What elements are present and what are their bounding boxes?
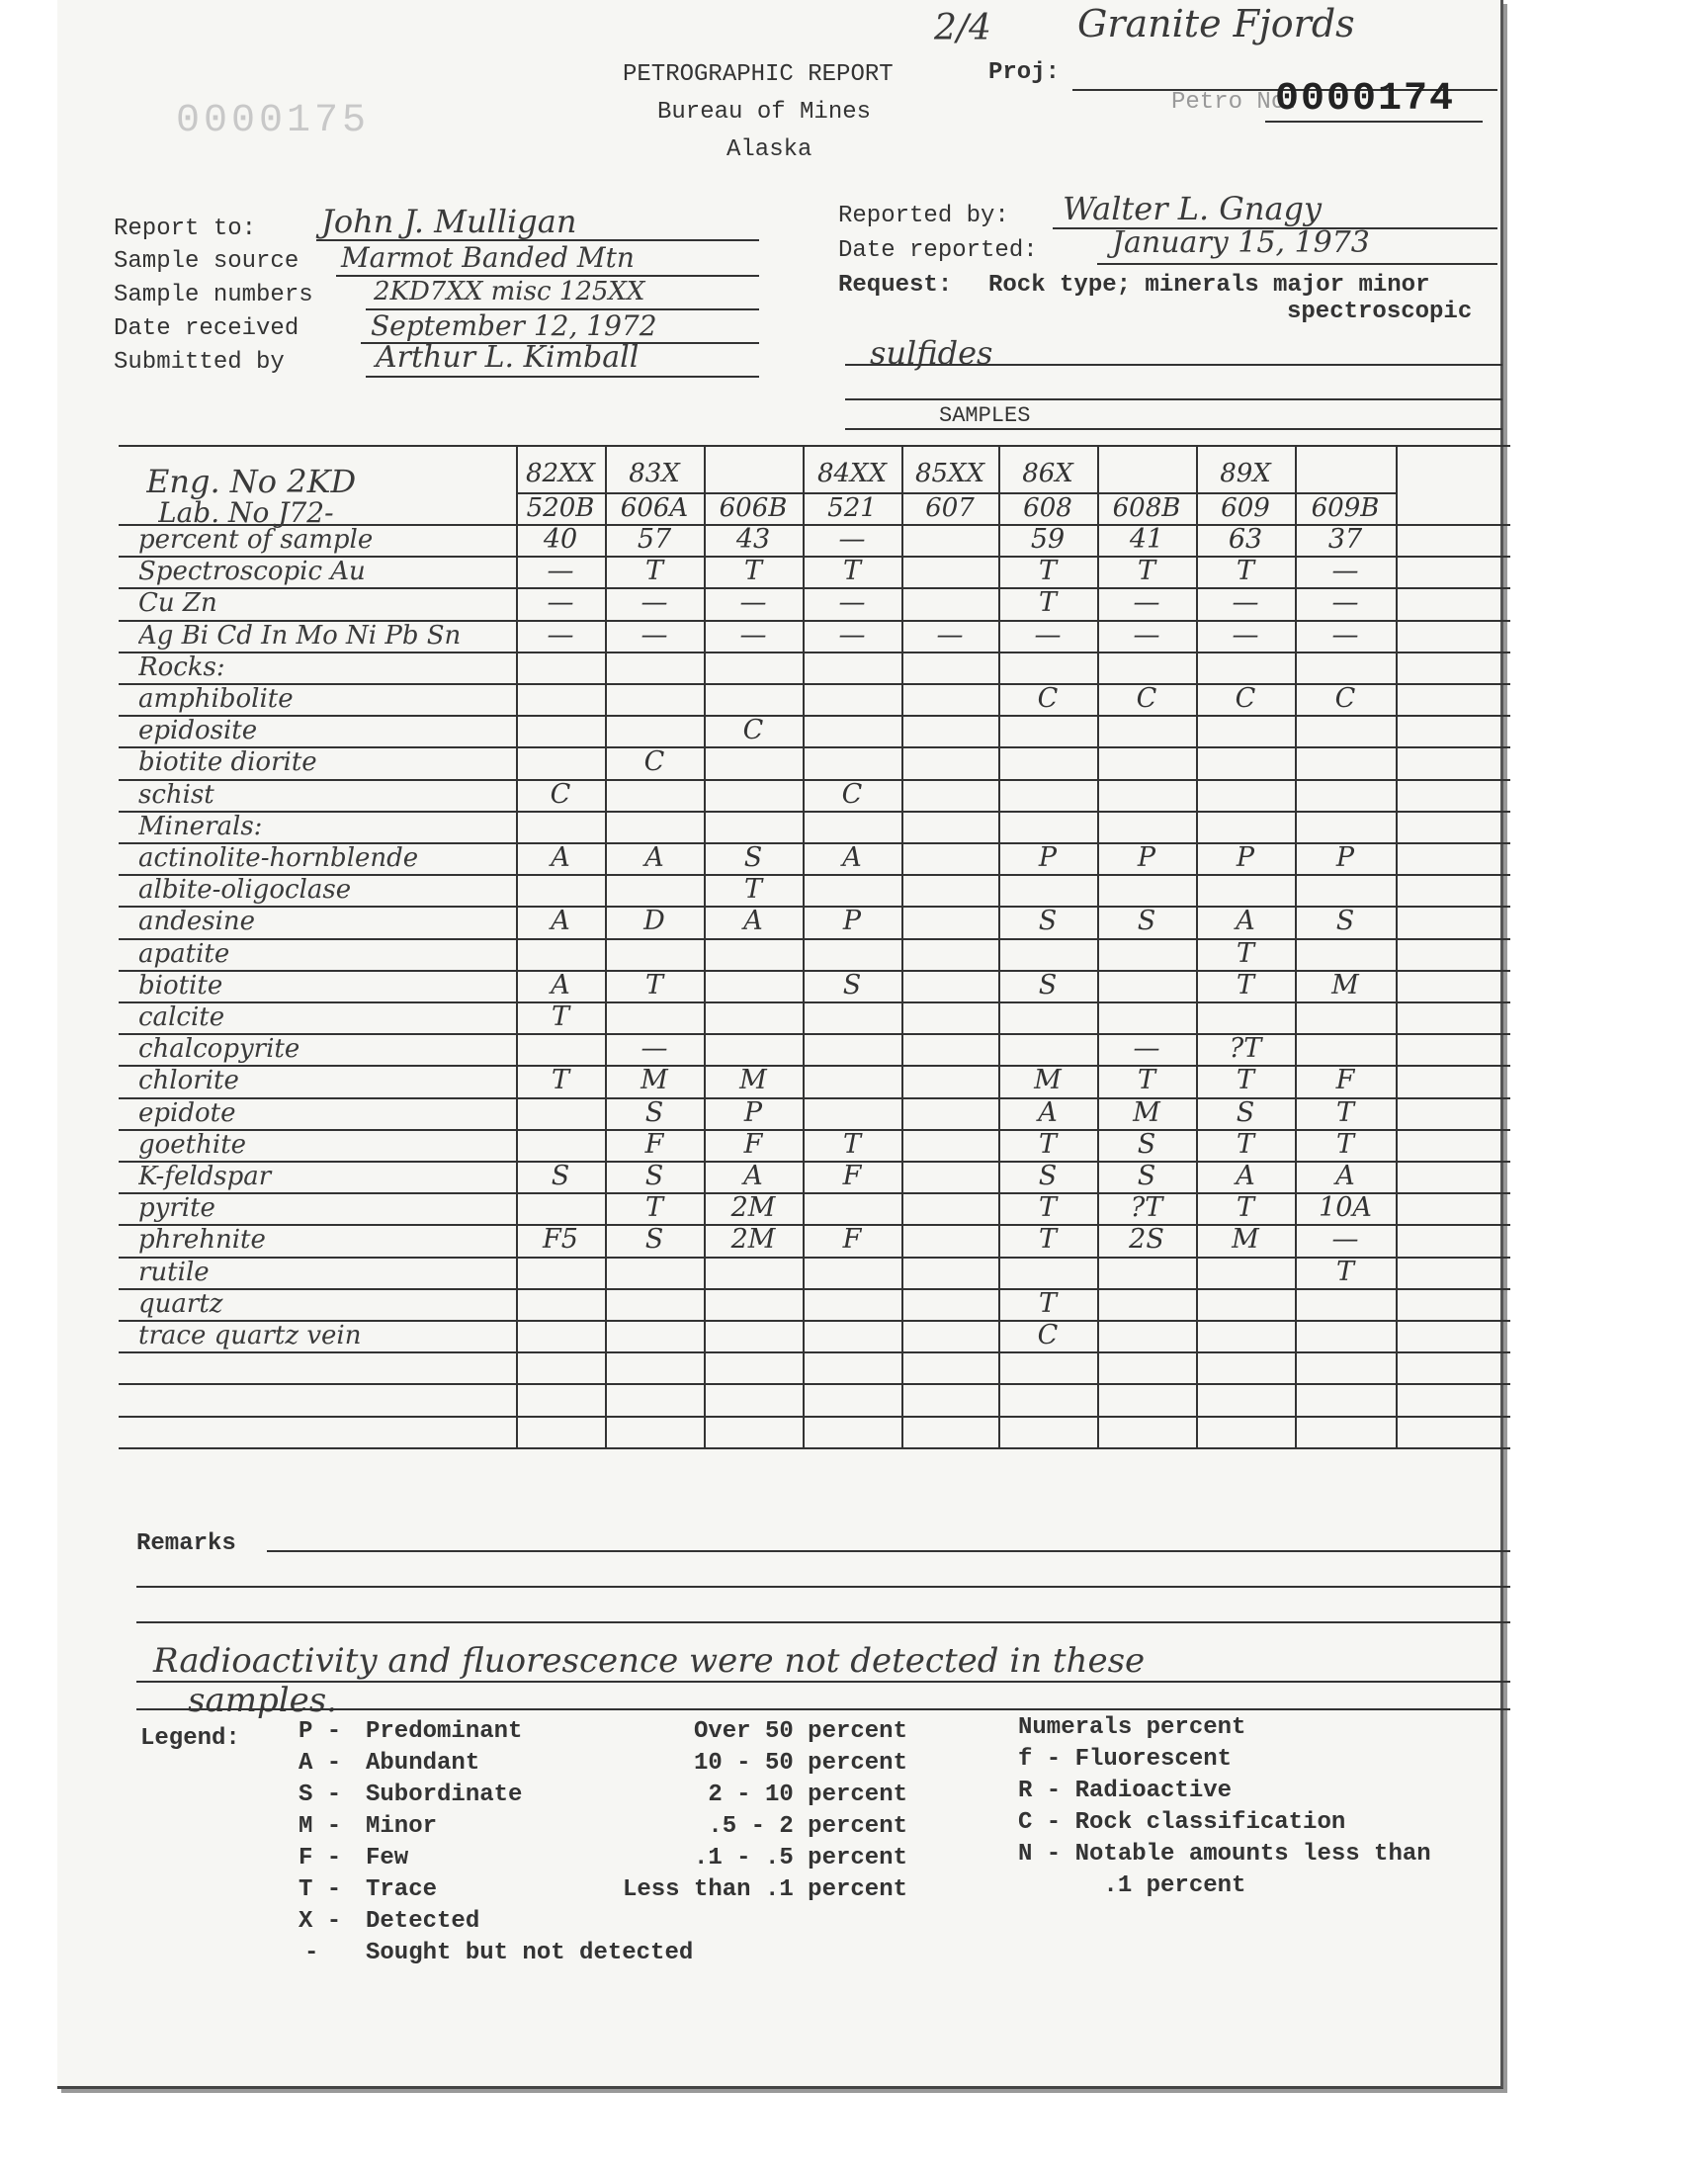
state: Alaska	[726, 136, 812, 163]
table-cell: —	[739, 619, 767, 651]
table-cell: A	[743, 1161, 763, 1191]
table-cell: T	[1038, 587, 1057, 619]
table-cell: —	[936, 619, 964, 651]
table-cell: —	[838, 524, 866, 555]
table-cell: P	[842, 906, 862, 937]
table-cell: —	[739, 587, 767, 619]
table-row-label: phrehnite	[138, 1225, 266, 1256]
table-row-label: albite-oligoclase	[138, 875, 352, 906]
table-cell: T	[1038, 1192, 1057, 1224]
table-cell: T	[1236, 1065, 1254, 1096]
remarks-line-3	[136, 1621, 1510, 1623]
table-cell: —	[1331, 619, 1359, 651]
table-cell: C	[1136, 683, 1157, 714]
agency: Bureau of Mines	[657, 99, 872, 126]
table-row-label: percent of sample	[138, 525, 374, 555]
remarks-text-1: Radioactivity and fluorescence were not detected in these	[153, 1641, 1146, 1681]
table-cell: C	[1235, 683, 1256, 714]
legend-code: -	[304, 1940, 319, 1966]
table-cell: ?T	[1130, 1192, 1163, 1224]
table-cell: A	[551, 842, 570, 873]
table-cell: —	[547, 556, 574, 587]
legend-code: F -	[299, 1845, 342, 1871]
table-cell: S	[644, 1096, 664, 1128]
date-reported-underline	[1097, 263, 1497, 265]
lab-number-cell: 608	[1023, 493, 1072, 523]
table-row-label: actinolite-hornblende	[138, 843, 419, 873]
table-row-label: Rocks:	[138, 652, 225, 682]
table-cell: 2S	[1129, 1224, 1164, 1256]
table-cell: T	[1038, 1224, 1057, 1256]
table-cell: A	[1335, 1161, 1355, 1191]
lab-number-cell: 520B	[526, 493, 595, 523]
remarks-text-2: samples.	[188, 1681, 337, 1720]
table-cell: T	[1137, 556, 1155, 587]
request-label: Request:	[838, 272, 953, 299]
table-cell: S	[743, 842, 763, 873]
report-to-label: Report to:	[114, 216, 257, 242]
table-cell: S	[1335, 906, 1355, 937]
lab-number-cell: 607	[925, 493, 975, 523]
table-cell: P	[1335, 842, 1355, 873]
table-cell: A	[1236, 906, 1255, 937]
table-row-line	[119, 1383, 1510, 1385]
remarks-line-1	[267, 1550, 1510, 1552]
table-cell: C	[1037, 683, 1059, 714]
proj-label: Proj:	[988, 59, 1061, 86]
table-cell: M	[1232, 1224, 1259, 1256]
table-cell: T	[743, 556, 762, 587]
table-cell: T	[1038, 556, 1057, 587]
table-cell: —	[838, 587, 866, 619]
table-row-label: epidote	[138, 1097, 236, 1128]
legend-name: Minor	[366, 1813, 438, 1840]
table-cell: F	[743, 1128, 763, 1160]
table-cell: S	[644, 1161, 664, 1191]
table-row-label: pyrite	[138, 1193, 215, 1224]
legend-range: .5 - 2 percent	[708, 1813, 907, 1840]
table-cell: T	[1236, 969, 1254, 1000]
table-cell: A	[551, 969, 570, 1000]
table-cell: M	[1133, 1096, 1160, 1128]
lab-number-cell: 609B	[1311, 493, 1380, 523]
lab-number-cell: 609	[1221, 493, 1270, 523]
table-cell: —	[640, 587, 668, 619]
table-row-label: trace quartz vein	[138, 1321, 362, 1350]
table-cell: A	[551, 906, 570, 937]
samples-heading: SAMPLES	[939, 403, 1031, 428]
ghost-petro-number: 0000175	[176, 99, 371, 143]
table-cell: 63	[1228, 524, 1263, 555]
table-row-label: K-feldspar	[138, 1162, 272, 1191]
table-cell: T	[1335, 1256, 1354, 1287]
table-row-label: goethite	[138, 1129, 247, 1160]
table-cell: —	[1331, 587, 1359, 619]
table-row-label: Spectroscopic Au	[138, 557, 366, 587]
table-cell: M	[1034, 1065, 1062, 1096]
legend-name: Subordinate	[366, 1782, 523, 1808]
table-cell: S	[1038, 1161, 1058, 1191]
table-cell: F	[1335, 1065, 1355, 1096]
table-cell: 37	[1327, 524, 1363, 555]
table-cell: S	[1038, 969, 1058, 1000]
table-cell: C	[643, 746, 665, 778]
remarks-line-4	[136, 1681, 1510, 1683]
remarks-line-2	[136, 1586, 1510, 1588]
table-cell: S	[551, 1161, 570, 1191]
table-cell: F	[644, 1128, 664, 1160]
table-cell: 40	[543, 524, 578, 555]
submitted-by-underline	[366, 376, 759, 378]
table-cell: S	[1137, 1128, 1156, 1160]
lab-number-cell: 608B	[1112, 493, 1181, 523]
table-cell: —	[1232, 587, 1259, 619]
table-cell: S	[1038, 906, 1058, 937]
table-cell: —	[1331, 1224, 1359, 1256]
table-cell: T	[644, 1192, 663, 1224]
table-cell: M	[1331, 969, 1359, 1000]
table-cell: P	[1038, 842, 1058, 873]
table-cell: F	[842, 1161, 862, 1191]
legend-right-item: f - Fluorescent	[1018, 1746, 1233, 1773]
remarks-label: Remarks	[136, 1530, 236, 1557]
table-cell: T	[842, 1128, 861, 1160]
legend-range: 2 - 10 percent	[708, 1782, 907, 1808]
table-cell: T	[551, 1001, 569, 1032]
table-cell: S	[1137, 1161, 1156, 1191]
table-cell: T	[1236, 1192, 1254, 1224]
table-cell: C	[1037, 1320, 1059, 1350]
table-cell: T	[1236, 937, 1254, 969]
table-row-label: amphibolite	[138, 684, 294, 714]
table-cell: F5	[543, 1224, 578, 1256]
table-cell: 57	[637, 524, 672, 555]
table-cell: —	[1133, 587, 1160, 619]
table-cell: D	[643, 906, 665, 937]
table-cell: P	[1137, 842, 1156, 873]
table-cell: M	[739, 1065, 767, 1096]
table-row-label: quartz	[138, 1288, 223, 1319]
table-cell: C	[742, 715, 764, 746]
legend-code: M -	[299, 1813, 342, 1840]
table-cell: —	[1232, 619, 1259, 651]
request-line-a	[845, 364, 1502, 366]
table-cell: A	[1038, 1096, 1058, 1128]
table-cell: C	[550, 778, 571, 810]
table-cell: S	[1137, 906, 1156, 937]
table-cell: —	[1331, 556, 1359, 587]
table-cell: T	[1038, 1128, 1057, 1160]
table-cell: 43	[735, 524, 771, 555]
submitted-by-value: Arthur L. Kimball	[376, 340, 640, 375]
table-cell: S	[1236, 1096, 1255, 1128]
table-column-line	[1396, 445, 1398, 1447]
lab-number-cell: 606B	[719, 493, 788, 523]
table-cell: C	[841, 778, 863, 810]
legend-code: T -	[299, 1876, 342, 1903]
legend-label: Legend:	[140, 1725, 240, 1752]
table-top-border	[119, 445, 1510, 447]
lab-no-label: Lab. No J72-	[158, 496, 334, 529]
legend-right-item: N - Notable amounts less than	[1018, 1841, 1431, 1868]
submitted-by-label: Submitted by	[114, 349, 285, 376]
table-row-label: epidosite	[138, 716, 258, 746]
table-cell: —	[1034, 619, 1062, 651]
eng-number-cell: 86X	[1022, 459, 1073, 488]
legend-code: P -	[299, 1718, 342, 1745]
table-cell: T	[644, 969, 663, 1000]
lab-number-cell: 606A	[620, 493, 689, 523]
table-cell: T	[743, 874, 762, 906]
date-reported-value: January 15, 1973	[1112, 225, 1370, 260]
table-cell: 2M	[730, 1224, 776, 1256]
page-mark: 2/4	[934, 8, 991, 48]
legend-range: Over 50 percent	[693, 1718, 907, 1745]
legend-code: A -	[299, 1750, 342, 1777]
table-cell: P	[1236, 842, 1255, 873]
report-title: PETROGRAPHIC REPORT	[623, 61, 894, 88]
table-row-label: chalcopyrite	[138, 1034, 300, 1065]
legend-range: Less than .1 percent	[622, 1876, 907, 1903]
legend-name: Sought but not detected	[366, 1940, 694, 1966]
date-reported-label: Date reported:	[838, 237, 1038, 264]
table-cell: —	[547, 619, 574, 651]
table-cell: —	[1133, 1033, 1160, 1065]
samples-heading-line	[845, 428, 1502, 430]
remarks-line-5	[136, 1708, 1510, 1710]
table-cell: M	[640, 1065, 668, 1096]
legend-code: S -	[299, 1782, 342, 1808]
table-cell: T	[1335, 1096, 1354, 1128]
table-row-label: calcite	[138, 1002, 225, 1032]
table-cell: C	[1334, 683, 1356, 714]
table-row-label: Minerals:	[138, 811, 263, 841]
table-cell: 2M	[730, 1192, 776, 1224]
table-row-line	[119, 1351, 1510, 1353]
table-row-line	[119, 1447, 1510, 1449]
table-cell: T	[551, 1065, 569, 1096]
table-cell: ?T	[1229, 1033, 1262, 1065]
table-cell: A	[644, 842, 664, 873]
eng-number-cell: 89X	[1220, 459, 1271, 488]
table-cell: T	[1236, 1128, 1254, 1160]
eng-no-label: Eng. No 2KD	[146, 463, 357, 500]
table-row-label: rutile	[138, 1257, 210, 1287]
reported-by-label: Reported by:	[838, 203, 1009, 229]
table-cell: A	[743, 906, 763, 937]
table-cell: —	[1133, 619, 1160, 651]
legend-right-item: .1 percent	[1018, 1872, 1246, 1899]
table-cell: S	[842, 969, 862, 1000]
eng-number-cell: 82XX	[525, 459, 596, 488]
table-row-line	[119, 1416, 1510, 1418]
legend-name: Few	[366, 1845, 409, 1871]
sample-source-value: Marmot Banded Mtn	[341, 241, 635, 274]
table-row-label: Ag Bi Cd In Mo Ni Pb Sn	[138, 620, 462, 651]
table-row-label: Cu Zn	[138, 588, 217, 619]
project-title: Granite Fjords	[1077, 2, 1355, 45]
table-row-label: biotite diorite	[138, 747, 317, 778]
table-cell: T	[1335, 1128, 1354, 1160]
legend-name: Predominant	[366, 1718, 523, 1745]
table-cell: —	[838, 619, 866, 651]
table-row-label: biotite	[138, 970, 223, 1000]
petro-underline	[1265, 121, 1483, 123]
table-cell: T	[1137, 1065, 1155, 1096]
legend-code: X -	[299, 1908, 342, 1935]
table-row-label: schist	[138, 779, 214, 810]
table-cell: A	[842, 842, 862, 873]
sample-numbers-value: 2KD7XX misc 125XX	[374, 277, 645, 306]
sample-source-label: Sample source	[114, 248, 299, 275]
reported-by-value: Walter L. Gnagy	[1063, 190, 1323, 227]
table-cell: T	[1236, 556, 1254, 587]
table-cell: T	[1038, 1287, 1057, 1319]
request-line-b	[845, 398, 1502, 400]
legend-name: Detected	[366, 1908, 480, 1935]
request-text: Rock type; minerals major minor	[988, 272, 1430, 299]
lab-number-cell: 521	[827, 493, 877, 523]
table-cell: T	[842, 556, 861, 587]
petro-number: 0000174	[1275, 77, 1456, 122]
legend-range: 10 - 50 percent	[693, 1750, 907, 1777]
legend-right-item: Numerals percent	[1018, 1714, 1246, 1741]
table-row-label: apatite	[138, 938, 230, 969]
legend-range: .1 - .5 percent	[693, 1845, 907, 1871]
legend-name: Trace	[366, 1876, 438, 1903]
legend-right-item: C - Rock classification	[1018, 1809, 1346, 1836]
table-cell: 10A	[1319, 1192, 1372, 1224]
legend-right-item: R - Radioactive	[1018, 1778, 1233, 1804]
date-received-label: Date received	[114, 315, 299, 342]
report-to-value: John J. Mulligan	[321, 203, 577, 240]
table-cell: T	[644, 556, 663, 587]
table-cell: F	[842, 1224, 862, 1256]
table-cell: —	[640, 1033, 668, 1065]
eng-number-cell: 83X	[629, 459, 680, 488]
table-cell: A	[1236, 1161, 1255, 1191]
petro-label: Petro No.	[1171, 89, 1300, 116]
request-hand: sulfides	[870, 334, 993, 372]
eng-number-cell: 85XX	[914, 459, 985, 488]
table-row-label: andesine	[138, 907, 256, 937]
eng-number-cell: 84XX	[816, 459, 888, 488]
table-row-label: chlorite	[138, 1066, 239, 1096]
table-cell: 59	[1030, 524, 1066, 555]
legend-name: Abundant	[366, 1750, 480, 1777]
sample-numbers-label: Sample numbers	[114, 282, 313, 308]
date-received-value: September 12, 1972	[371, 309, 657, 342]
table-cell: —	[547, 587, 574, 619]
request-line2: spectroscopic	[1287, 299, 1473, 325]
table-cell: —	[640, 619, 668, 651]
table-column-line	[901, 445, 903, 1447]
table-cell: S	[644, 1224, 664, 1256]
table-cell: 41	[1129, 524, 1164, 555]
table-cell: P	[743, 1096, 763, 1128]
